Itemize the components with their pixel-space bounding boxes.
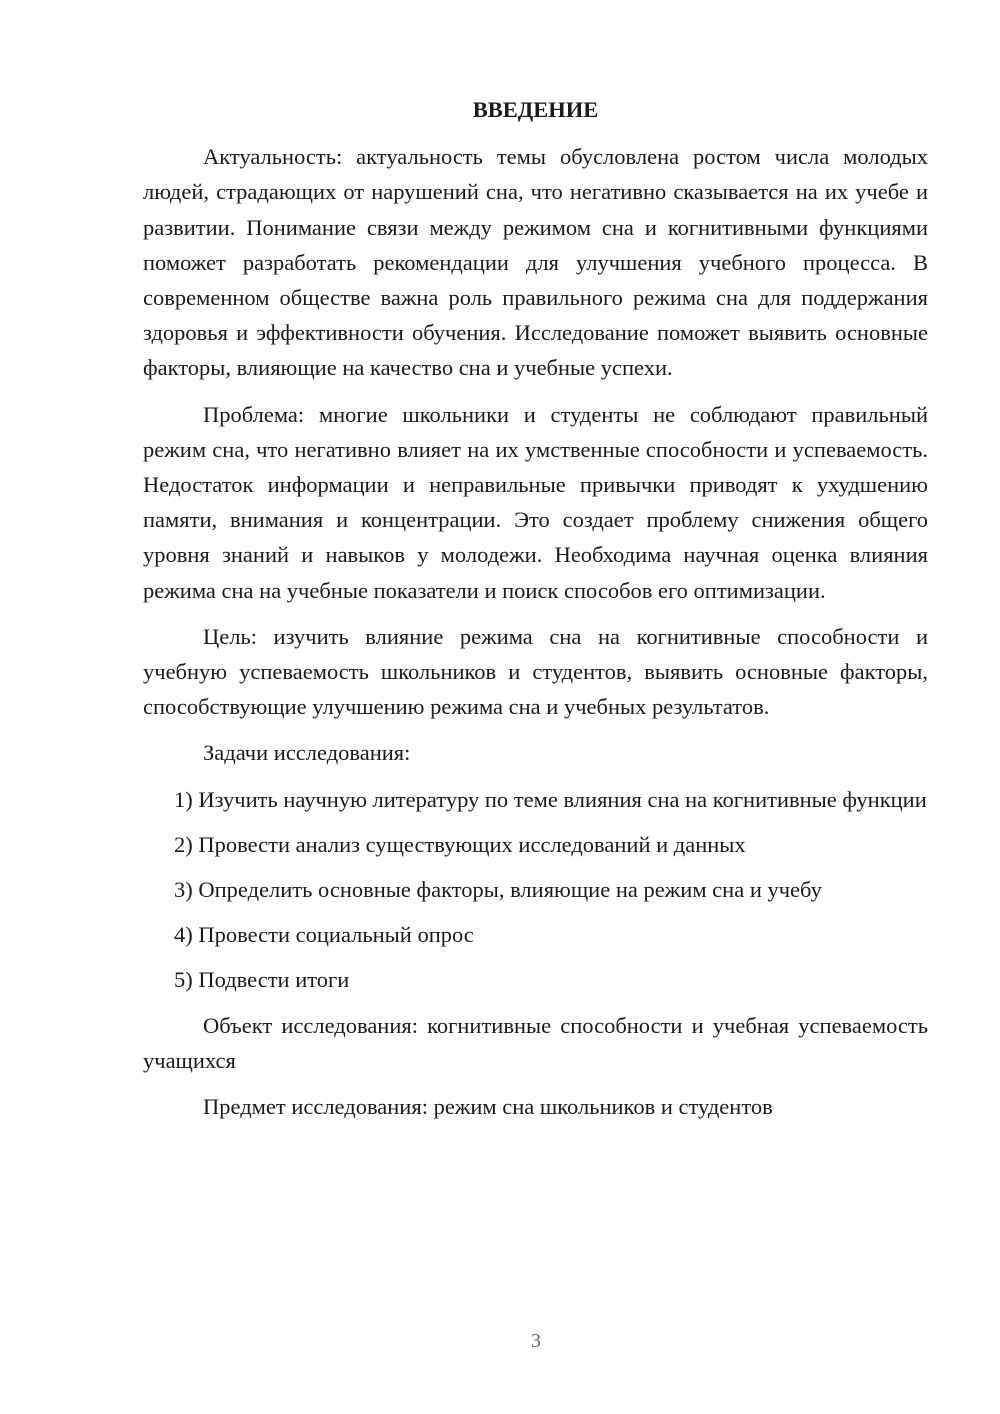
task-item-4: 4) Провести социальный опрос <box>174 922 474 948</box>
tasks-heading: Задачи исследования: <box>203 740 411 766</box>
paragraph-object: Объект исследования: когнитивные способности и учебная успеваемость учащихся <box>143 1012 928 1073</box>
paragraph-problem: Проблема: многие школьники и студенты не соблюдают правильный режим сна, что негативно влияет на их умственные способности и успеваемость. Недостаток информации и неправильные привычки приводят к ухудшению памяти, внимания и концентрации. Это создает проблему снижения общего уровня знаний и навыков у молодежи. Необходима научная оценка влияния режима сна на учебные показатели и поиск способов его оптимизации. <box>143 401 928 603</box>
task-item-3: 3) Определить основные факторы, влияющие на режим сна и учебу <box>174 877 822 903</box>
page-title: ВВЕДЕНИЕ <box>472 97 599 122</box>
page-number: 3 <box>531 1330 541 1352</box>
paragraph-subject: Предмет исследования: режим сна школьников и студентов <box>203 1094 773 1120</box>
paragraph-goal: Цель: изучить влияние режима сна на когнитивные способности и учебную успеваемость школьников и студентов, выявить основные факторы, способствующие улучшению режима сна и учебных результатов. <box>143 623 928 720</box>
page-content <box>143 92 928 1135</box>
task-item-5: 5) Подвести итоги <box>174 967 350 993</box>
task-item-2: 2) Провести анализ существующих исследований и данных <box>174 831 746 857</box>
paragraph-relevance: Актуальность: актуальность темы обусловлена ростом числа молодых людей, страдающих от нарушений сна, что негативно сказывается на их учебе и развитии. Понимание связи между режимом сна и когнитивными функциями поможет разработать рекомендации для улучшения учебного процесса. В современном обществе важна роль правильного режима сна для поддержания здоровья и эффективности обучения. Исследование поможет выявить основные факторы, влияющие на качество сна и учебные успехи. <box>143 144 928 381</box>
task-item-1: 1) Изучить научную литературу по теме влияния сна на когнитивные функции <box>174 786 927 812</box>
